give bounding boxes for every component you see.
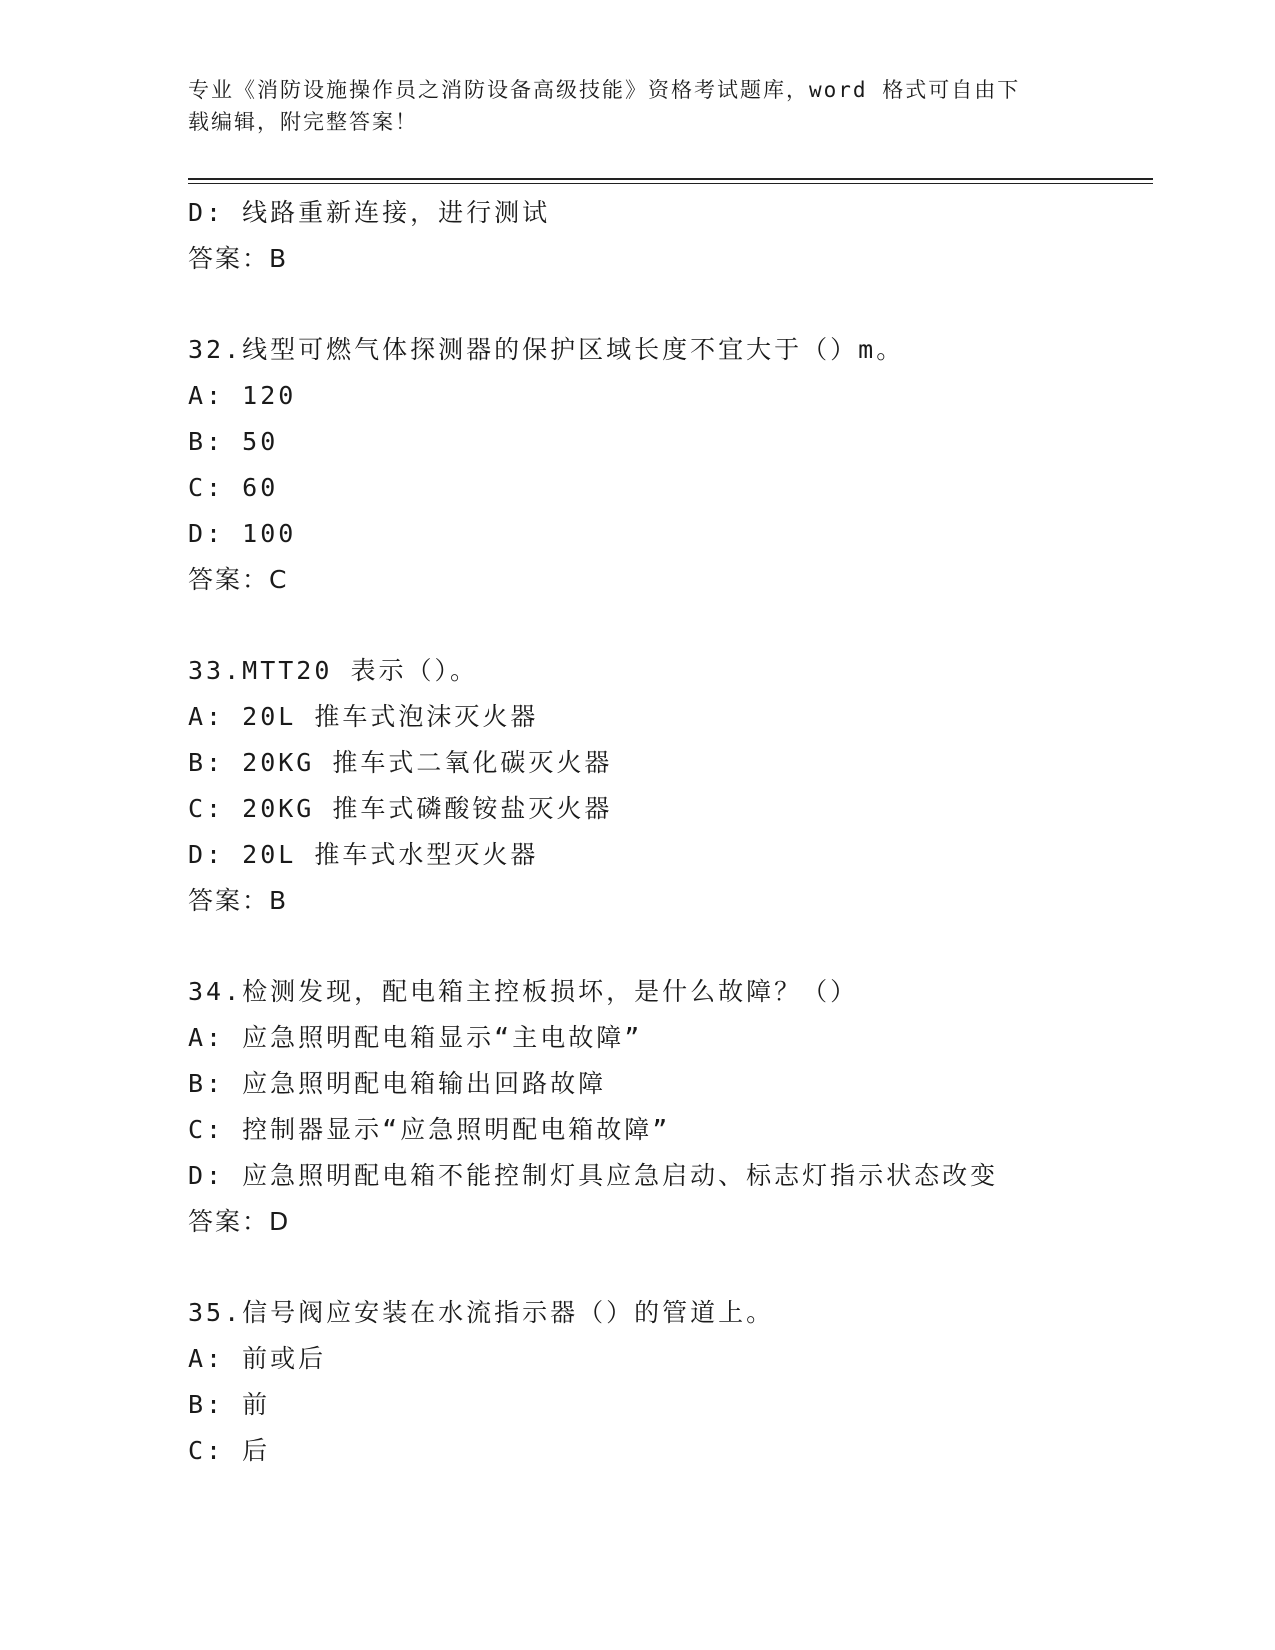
option-a: A: 应急照明配电箱显示“主电故障” bbox=[188, 1023, 643, 1052]
option-d: D: 100 bbox=[188, 519, 297, 548]
answer-line: 答案：C bbox=[188, 565, 289, 594]
option-a: A: 20L 推车式泡沫灭火器 bbox=[188, 702, 539, 731]
question-stem: 33.MTT20 表示（）。 bbox=[188, 656, 478, 685]
answer-line: 答案：B bbox=[188, 244, 289, 273]
answer-line: 答案：B bbox=[188, 886, 289, 915]
question-32 bbox=[188, 327, 1188, 603]
option-c: C: 后 bbox=[188, 1436, 271, 1465]
option-b: B: 前 bbox=[188, 1390, 271, 1419]
option-c: C: 60 bbox=[188, 473, 279, 502]
question-35 bbox=[188, 1290, 1188, 1474]
question-stem: 34.检测发现，配电箱主控板损坏，是什么故障？（） bbox=[188, 977, 859, 1006]
option-c: C: 20KG 推车式磷酸铵盐灭火器 bbox=[188, 794, 613, 823]
option-d: D: 20L 推车式水型灭火器 bbox=[188, 840, 539, 869]
header-line-2: 载编辑，附完整答案！ bbox=[188, 110, 418, 134]
document-header bbox=[188, 74, 1088, 138]
header-divider-thin bbox=[188, 183, 1153, 184]
question-stem: 32.线型可燃气体探测器的保护区域长度不宜大于（）m。 bbox=[188, 335, 905, 364]
header-divider-thick bbox=[188, 178, 1153, 180]
question-list bbox=[188, 190, 1188, 1474]
answer-line: 答案：D bbox=[188, 1207, 291, 1236]
option-a: A: 前或后 bbox=[188, 1344, 327, 1373]
option-d: D: 线路重新连接，进行测试 bbox=[188, 198, 551, 227]
previous-question-tail bbox=[188, 190, 1188, 282]
question-34 bbox=[188, 969, 1188, 1245]
option-c: C: 控制器显示“应急照明配电箱故障” bbox=[188, 1115, 671, 1144]
option-d: D: 应急照明配电箱不能控制灯具应急启动、标志灯指示状态改变 bbox=[188, 1161, 999, 1190]
option-b: B: 50 bbox=[188, 427, 279, 456]
question-stem: 35.信号阀应安装在水流指示器（）的管道上。 bbox=[188, 1298, 775, 1327]
header-line-1: 专业《消防设施操作员之消防设备高级技能》资格考试题库，word 格式可自由下 bbox=[188, 78, 1021, 102]
question-33 bbox=[188, 648, 1188, 924]
option-b: B: 20KG 推车式二氧化碳灭火器 bbox=[188, 748, 613, 777]
option-b: B: 应急照明配电箱输出回路故障 bbox=[188, 1069, 607, 1098]
option-a: A: 120 bbox=[188, 381, 297, 410]
